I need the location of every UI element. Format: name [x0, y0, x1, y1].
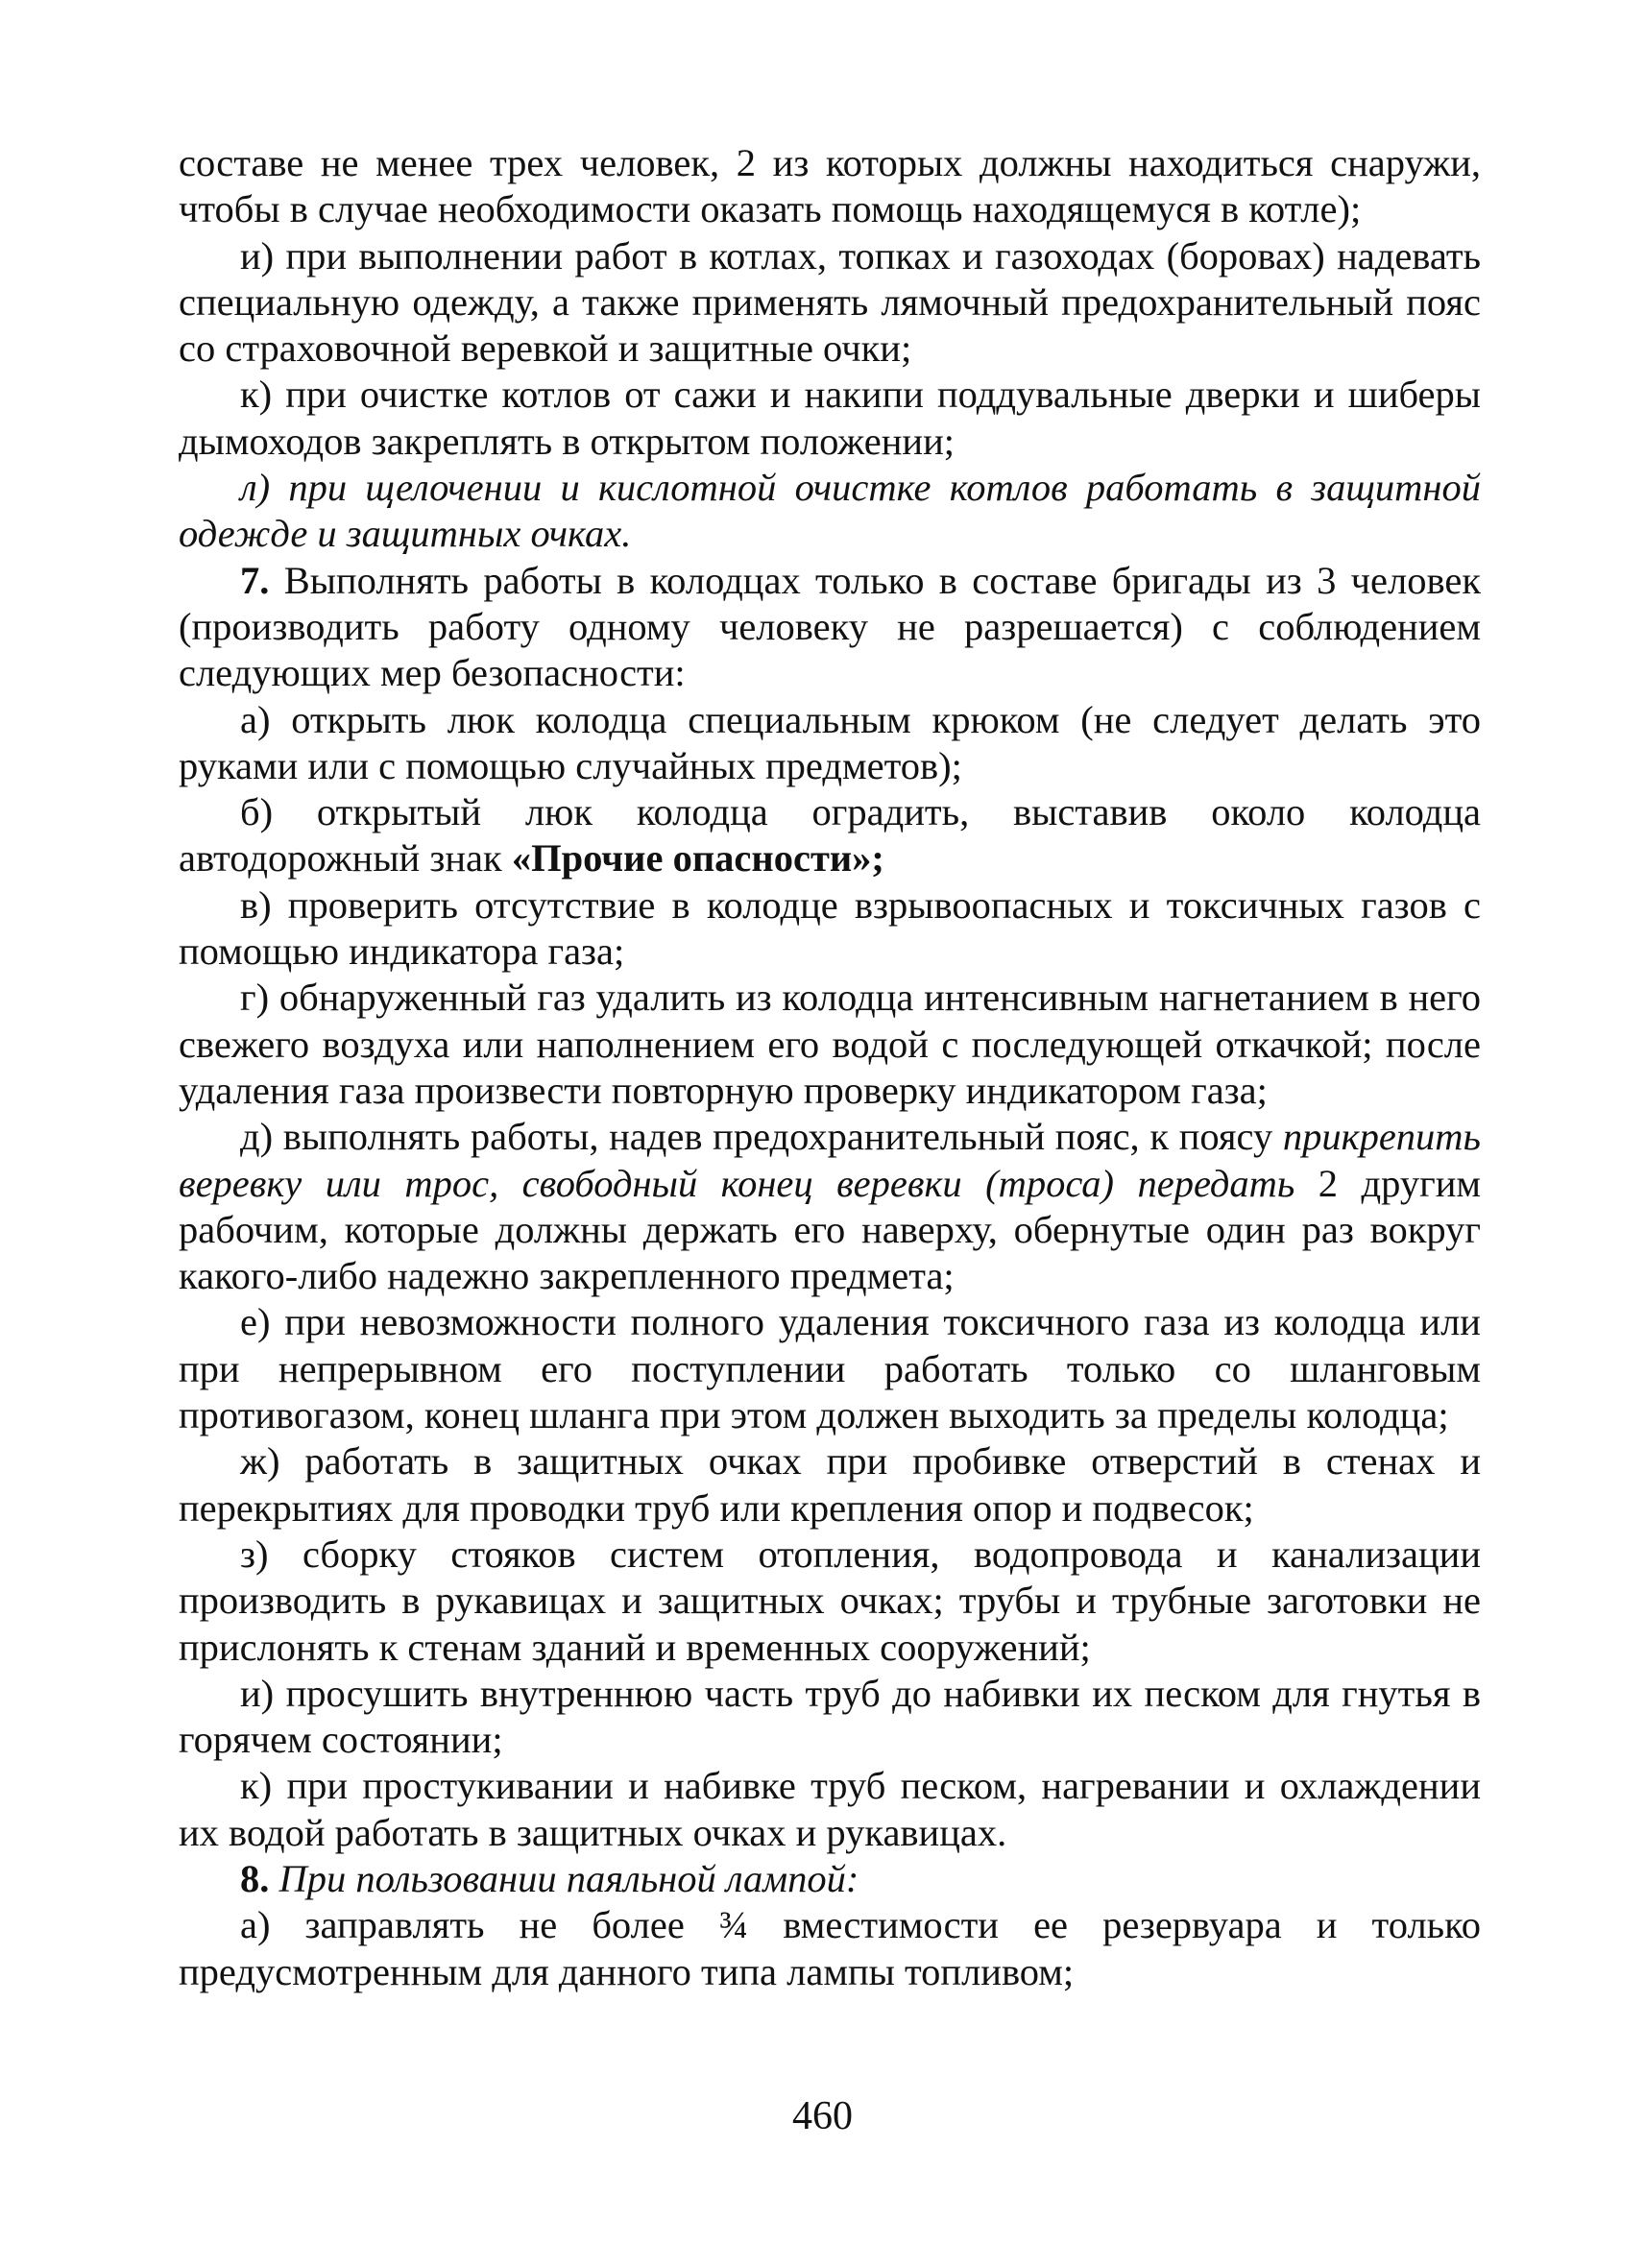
paragraph-item-g-gas-removal: г) обнаруженный газ удалить из колодца интенсивным нагнетанием в него свежего воздуха или наполнением его водой с последующей откачкой; после удаления газа произвести повторную проверку индикатором газа;	[179, 976, 1481, 1112]
paragraph-item-e-gas-mask: е) при невозможности полного удаления токсичного газа из колодца или при непрерывном его поступлении работать только со шланговым противогазом, конец шланга при этом должен выходить за пределы колодца;	[179, 1300, 1481, 1437]
section-7-text: Выполнять работы в колодцах только в составе бригады из 3 человек (производить работу одному человеку не разрешается) с соблюдением следующих мер безопасности:	[179, 558, 1481, 695]
paragraph-item-k-pipes-sand: к) при простукивании и набивке труб песком, нагревании и охлаждении их водой работать в защитных очках и рукавицах.	[179, 1764, 1481, 1854]
paragraph-section-7	[179, 558, 1481, 697]
section-8-text: При пользовании паяльной лампой:	[269, 1856, 859, 1900]
paragraph-item-b-fence	[179, 789, 1481, 882]
paragraph-item-i-pipes-dry: и) просушить внутреннюю часть труб до набивки их песком для гнутья в горячем состоянии;	[179, 1671, 1481, 1762]
item-d-text-italic: прикрепить веревку или трос, свободный конец веревки (троса) передать	[179, 1115, 1481, 1205]
item-d-text-a: д) выполнять работы, надев предохранительный пояс, к поясу	[240, 1115, 1283, 1159]
section-number-7: 7.	[240, 558, 270, 602]
item-d-text-c: 2 другим рабочим, которые должны держать его наверху, обернутые один раз вокруг какого-либо надежно закрепленного предмета;	[179, 1161, 1481, 1298]
paragraph-item-v-gas-check: в) проверить отсутствие в колодце взрывоопасных и токсичных газов с помощью индикатора газа;	[179, 882, 1481, 974]
paragraph-section-8	[179, 1856, 1481, 1902]
paragraph-item-l-alkaline: л) при щелочении и кислотной очистке котлов работать в защитной одежде и защитных очках.	[179, 466, 1481, 556]
paragraph-item-a-fuel: а) заправлять не более ¾ вместимости ее резервуара и только предусмотренным для данного типа лампы топливом;	[179, 1903, 1481, 1993]
page-number: 460	[792, 2094, 853, 2138]
item-b-text: б) открытый люк колодца оградить, выставив около колодца автодорожный знак	[179, 790, 1481, 881]
document-body	[179, 140, 1481, 1995]
paragraph-continuation: составе не менее трех человек, 2 из которых должны находиться снаружи, чтобы в случае необходимости оказать помощь находящемуся в котле);	[179, 141, 1481, 231]
section-number-8: 8.	[240, 1856, 270, 1900]
paragraph-item-k-soot: к) при очистке котлов от сажи и накипи поддувальные дверки и шиберы дымоходов закреплять в открытом положении;	[179, 373, 1481, 463]
road-sign-name: «Прочие опасности»;	[511, 836, 884, 881]
paragraph-item-z-risers: з) сборку стояков систем отопления, водопровода и канализации производить в рукавицах и защитных очках; трубы и трубные заготовки не прислонять к стенам зданий и временных сооружений;	[179, 1532, 1481, 1669]
paragraph-item-zh-goggles: ж) работать в защитных очках при пробивке отверстий в стенах и перекрытиях для проводки труб или крепления опор и подвесок;	[179, 1439, 1481, 1530]
paragraph-item-i-boilers: и) при выполнении работ в котлах, топках и газоходах (боровах) надевать специальную одежду, а также применять лямочный предохранительный пояс со страховочной веревкой и защитные очки;	[179, 233, 1481, 371]
paragraph-item-d-safety-belt	[179, 1114, 1481, 1299]
paragraph-item-a-hatch: а) открыть люк колодца специальным крюком (не следует делать это руками или с помощью случайных предметов);	[179, 697, 1481, 787]
